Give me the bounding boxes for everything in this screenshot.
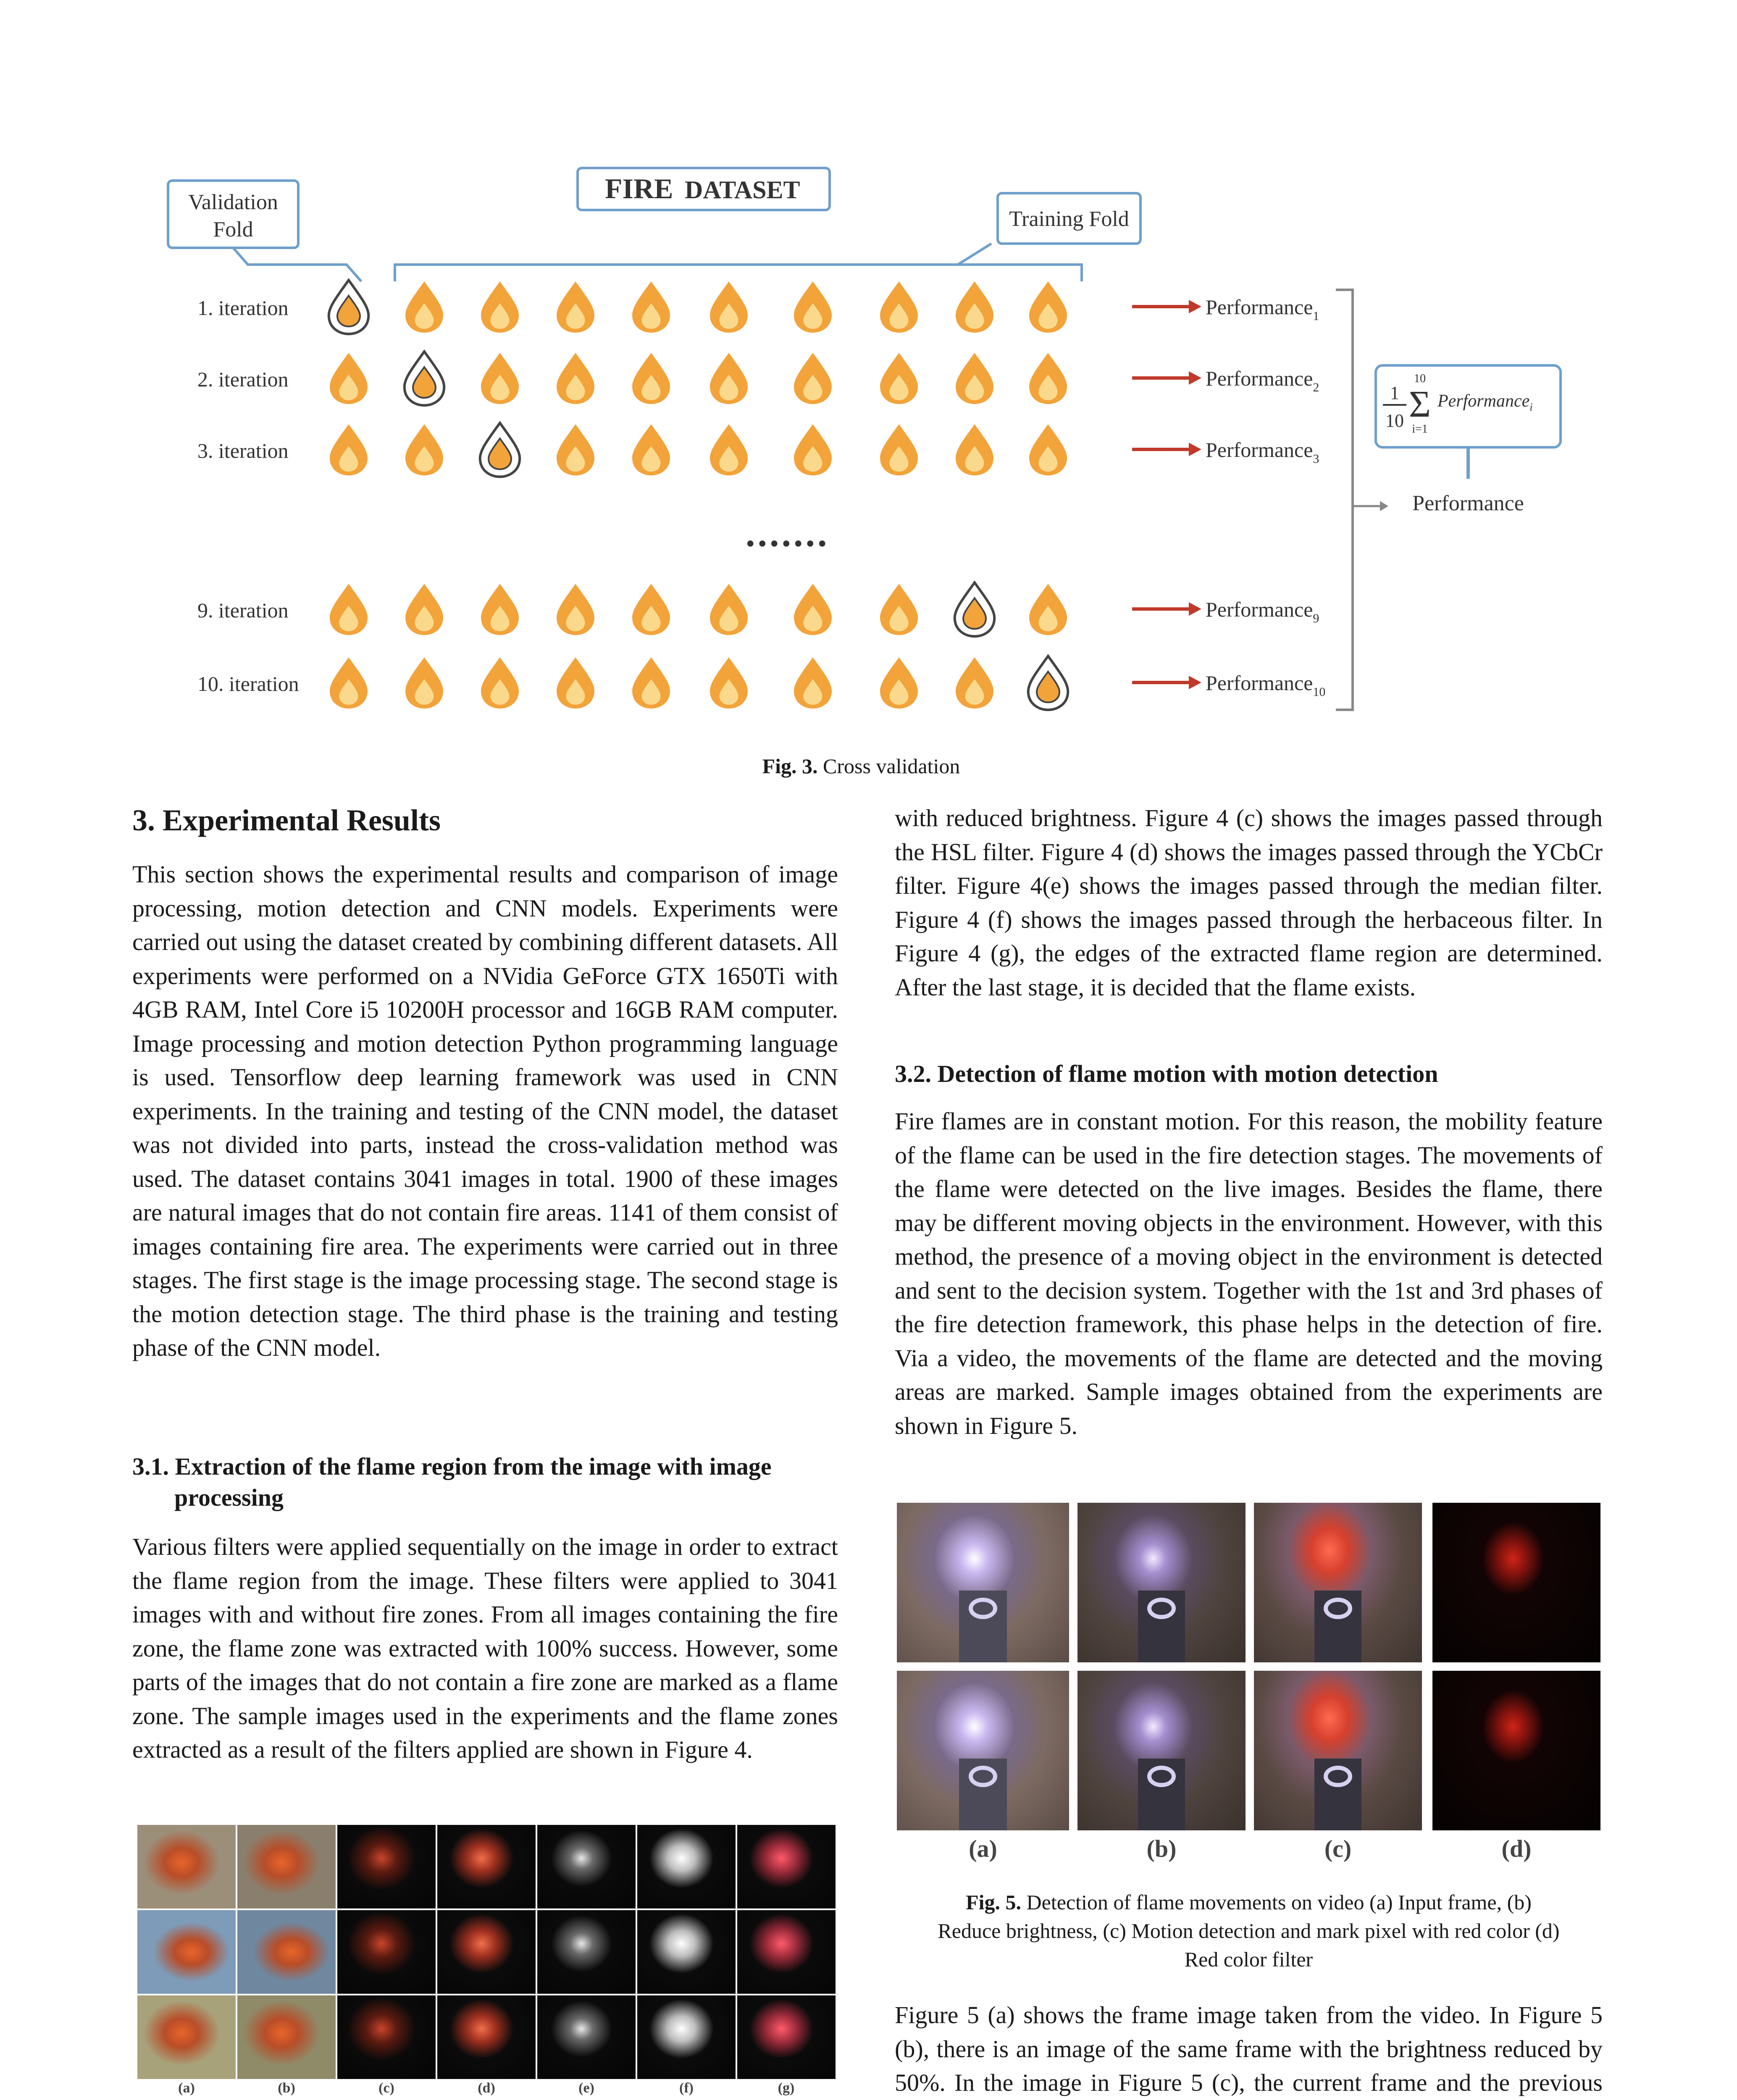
arrow-head xyxy=(1189,676,1201,689)
fig4-thumbnail xyxy=(337,1995,436,2079)
fig4-label-c: (c) xyxy=(378,2080,394,2096)
formula-sum-bottom: i=1 xyxy=(1412,423,1428,436)
fig5-frame xyxy=(1432,1503,1600,1662)
cross-validation-diagram xyxy=(160,160,1579,722)
fig5-label-c: (c) xyxy=(1324,1835,1352,1862)
figure-5-grid xyxy=(897,1503,1600,1835)
iteration-label: 2. iteration xyxy=(197,368,289,391)
lighter-base xyxy=(959,1591,1007,1662)
fig4-thumbnail xyxy=(637,1825,736,1908)
iteration-label: 1. iteration xyxy=(197,296,289,320)
formula-sigma: Σ xyxy=(1409,383,1431,425)
fig4-thumbnail xyxy=(437,1825,536,1908)
performance-label: Performance$_1$ xyxy=(1206,295,1319,323)
figure-5-labels xyxy=(897,1835,1600,1868)
validation-fold-line2: Fold xyxy=(213,218,253,242)
section-3-2-paragraph-2: Figure 5 (a) shows the frame image taken from the video. In Figure 5 (b), there is an image of the same frame with the brightness reduced by 50%. In the image in Figure 5 (c), the current frame and the previous xyxy=(895,2001,1603,2096)
lighter-base xyxy=(959,1759,1007,1830)
fire-dataset-title-dataset: DATASET xyxy=(685,176,800,204)
fig5-frame xyxy=(897,1671,1069,1830)
subsection-3-1-heading xyxy=(132,1451,838,1513)
performance-label: Performance$_3$ xyxy=(1206,438,1319,466)
fig4-thumbnail xyxy=(137,1825,236,1908)
performance-bracket xyxy=(1336,290,1353,710)
lighter-ring xyxy=(1147,1766,1175,1787)
fig5-label-a: (a) xyxy=(969,1835,997,1862)
arrow-head xyxy=(1189,602,1201,616)
fig4-thumbnail xyxy=(137,1910,236,1994)
fig5-frame xyxy=(1077,1503,1246,1662)
iteration-label: 10. iteration xyxy=(197,672,299,696)
training-fold-bracket xyxy=(395,244,1082,281)
flame-row xyxy=(330,583,1067,636)
section-3-title: 3. Experimental Results xyxy=(132,803,441,837)
fig4-thumbnail xyxy=(337,1910,436,1994)
fig5-frame xyxy=(1254,1503,1422,1662)
fig4-thumbnail xyxy=(437,1910,536,1994)
fig4-label-d: (d) xyxy=(478,2080,495,2096)
fig4-thumbnail xyxy=(237,1995,336,2079)
fig5-caption-line2: Reduce brightness, (c) Motion detection and mark pixel with red color (d) xyxy=(938,1919,1560,1942)
performance-label: Performance$_2$ xyxy=(1206,367,1319,394)
section-3-2-paragraph: Fire flames are in constant motion. For this reason, the mobility feature of the flame can be used in the fire detection stages. The movements of the flame were detected on the live images. Besides the flame, there may be different moving objects in the environment. However, with this method, the presence of a moving object in the environment is detected and sent to the decision system. Together with the 1st and 3rd phases of the fire detection framework, this phase helps in the detection of fire. Via a video, the movements of the flame are detected and the moving areas are marked. Sample images obtained from the experiments are shown in Figure 5. xyxy=(895,1108,1603,1439)
iteration-row xyxy=(197,423,1319,477)
formula-numerator: 1 xyxy=(1390,383,1399,403)
fig5-caption xyxy=(895,1888,1603,1974)
iteration-row xyxy=(197,583,1319,636)
section-3-1-paragraph: Various filters were applied sequentially on the image in order to extract the flame region from the image. These filters were applied to 3041 images with and without fire zones. From all images containing the fire zone, the flame zone was extracted with 100% success. However, some parts of the images that do not contain a fire zone are marked as a flame zone. The sample images used in the experiments and the flame zones extracted as a result of the filters applied are shown in Figure 4. xyxy=(132,1533,838,1763)
validation-fold-line1: Validation xyxy=(188,190,278,214)
performance-label: Performance$_9$ xyxy=(1206,598,1319,625)
fig5-label-d: (d) xyxy=(1501,1835,1532,1862)
flame-row xyxy=(330,423,1067,477)
fig3-caption-text: Cross validation xyxy=(823,754,960,778)
fig3-caption-label: Fig. 3. xyxy=(762,754,818,778)
section-3-paragraph-1: This section shows the experimental results and comparison of image processing, motion detection and CNN models. Experiments were carried out using the dataset created by combining different datasets. All experiments were performed on a NVidia GeForce GTX 1650Ti with 4GB RAM, Intel Core i5 10200H processor and 16GB RAM computer. Image processing and motion detection Python programming language is used. Tensorflow deep learning framework was used in CNN experiments. In the training and testing of the CNN model, the dataset was not divided into parts, instead the cross-validation method was used. The dataset contains 3041 images in total. 1900 of these images are natural images that do not contain fire areas. 1141 of them consist of images containing fire area. The experiments were carried out in three stages. The first stage is the image processing stage. The second stage is the motion detection stage. The third phase is the training and testing phase of the CNN model. xyxy=(132,861,838,1361)
fig4-thumbnail xyxy=(237,1825,336,1908)
fig4-thumbnail xyxy=(637,1910,736,1994)
iteration-label: 3. iteration xyxy=(197,439,289,462)
lighter-base xyxy=(1314,1591,1361,1662)
subsection-3-1-line2: processing xyxy=(174,1484,284,1511)
fig3-caption xyxy=(567,752,1155,780)
fig4-label-e: (e) xyxy=(578,2080,594,2096)
fig4-thumbnail xyxy=(537,1995,636,2079)
fig4-label-g: (g) xyxy=(778,2080,795,2096)
iteration-ellipsis: ....... xyxy=(746,513,830,554)
lighter-base xyxy=(1138,1759,1185,1830)
lighter-ring xyxy=(1324,1766,1352,1787)
fig5-frame xyxy=(1432,1671,1600,1830)
arrow-head xyxy=(1189,300,1201,313)
fig5-caption-line1: Detection of flame movements on video (a) Input frame, (b) xyxy=(1026,1890,1532,1914)
fire-dataset-title-fire: FIRE xyxy=(605,173,673,205)
fig4-label-f: (f) xyxy=(679,2080,694,2096)
fig4-thumbnail xyxy=(137,1995,236,2079)
figure-4-grid xyxy=(137,1824,836,2080)
fig4-label-a: (a) xyxy=(178,2080,195,2096)
figure-4-labels xyxy=(137,2080,836,2100)
lighter-ring xyxy=(1324,1598,1352,1619)
figure-4 xyxy=(137,1824,836,2100)
iteration-row xyxy=(197,352,1319,405)
fig4-thumbnail xyxy=(437,1995,536,2079)
flame-row xyxy=(330,656,1068,710)
subsection-3-2-heading: 3.2. Detection of flame motion with motion detection xyxy=(895,1060,1438,1087)
lighter-base xyxy=(1138,1591,1185,1662)
fig5-caption-label: Fig. 5. xyxy=(966,1890,1022,1914)
fig4-thumbnail xyxy=(537,1910,636,1994)
figure-5 xyxy=(897,1503,1600,1872)
training-fold-label: Training Fold xyxy=(1009,207,1129,231)
fig5-frame xyxy=(897,1503,1069,1662)
formula-term: Performance$_i$ xyxy=(1437,391,1533,413)
final-performance-label: Performance xyxy=(1412,491,1524,515)
lighter-base xyxy=(1314,1759,1361,1830)
iteration-row xyxy=(197,280,1319,334)
fig4-thumbnail xyxy=(237,1910,336,1994)
iteration-label: 9. iteration xyxy=(197,598,289,622)
iteration-row xyxy=(197,656,1325,710)
fig4-label-b: (b) xyxy=(278,2080,295,2096)
fig4-thumbnail xyxy=(637,1995,736,2079)
lighter-ring xyxy=(969,1766,998,1787)
subsection-3-1-line1: 3.1. Extraction of the flame region from the image with image xyxy=(132,1453,772,1480)
formula-denominator: 10 xyxy=(1385,410,1404,431)
iteration-rows xyxy=(197,280,1325,710)
formula-sum-top: 10 xyxy=(1414,372,1426,385)
flame-row xyxy=(329,280,1067,334)
arrow-head xyxy=(1189,443,1201,456)
lighter-ring xyxy=(969,1598,998,1619)
section-3-1-paragraph-2-continued: with reduced brightness. Figure 4 (c) shows the images passed through the HSL filter. Figure 4 (d) shows the images passed through the YCbCr filter. Figure 4(e) shows the images passed through the median filter. Figure 4 (f) shows the images passed through the herbaceous filter. In Figure 4 (g), the edges of the extracted flame region are determined. After the last stage, it is decided that the flame exists. xyxy=(895,804,1603,1001)
performance-label: Performance$_{10}$ xyxy=(1206,671,1326,699)
fig5-caption-line3: Red color filter xyxy=(1184,1948,1313,1971)
fig5-label-b: (b) xyxy=(1146,1835,1177,1862)
fig4-thumbnail xyxy=(737,1995,836,2079)
arrow-head xyxy=(1189,371,1201,385)
bracket-arrow-head xyxy=(1380,501,1388,511)
lighter-ring xyxy=(1147,1598,1175,1619)
fig4-thumbnail xyxy=(537,1825,636,1908)
fig5-frame xyxy=(1254,1671,1422,1830)
fig4-thumbnail xyxy=(737,1910,836,1994)
fig5-frame xyxy=(1077,1671,1246,1830)
validation-fold-bracket xyxy=(233,248,361,281)
fig4-thumbnail xyxy=(337,1825,436,1908)
flame-row xyxy=(330,352,1067,405)
fig4-thumbnail xyxy=(737,1825,836,1908)
